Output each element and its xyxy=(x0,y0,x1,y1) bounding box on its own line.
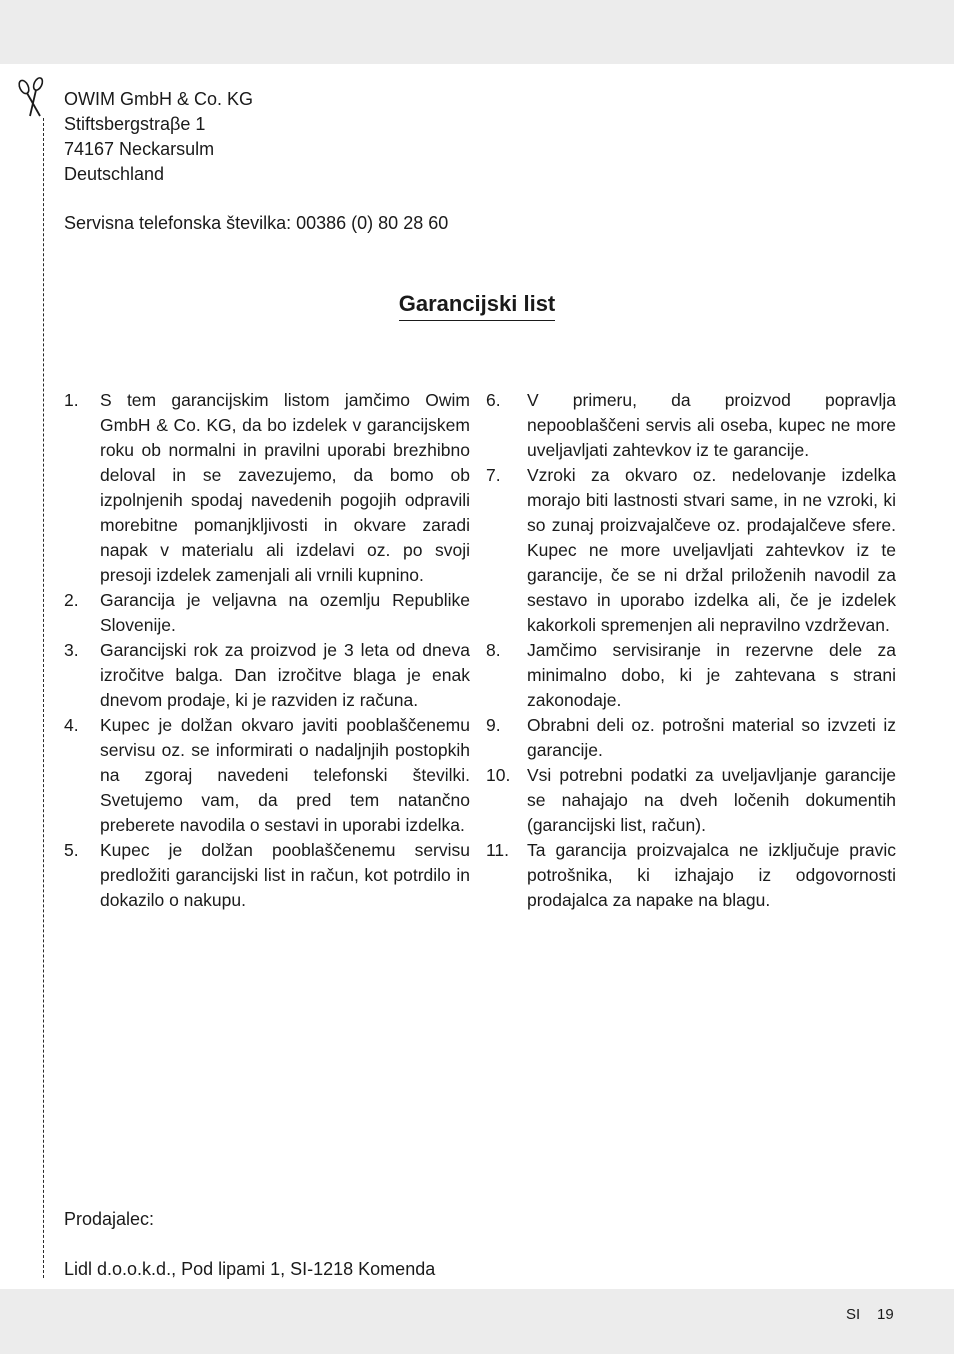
list-item xyxy=(64,588,470,638)
item-number: 1. xyxy=(64,390,79,410)
item-number: 2. xyxy=(64,590,79,610)
scissors-icon xyxy=(16,76,48,118)
page-header-band xyxy=(0,0,954,64)
list-item xyxy=(486,388,896,463)
list-item xyxy=(486,638,896,713)
company-name: OWIM GmbH & Co. KG xyxy=(64,89,254,109)
item-number: 8. xyxy=(486,640,501,660)
item-number: 3. xyxy=(64,640,79,660)
service-phone: Servisna telefonska številka: 00386 (0) 80 28 60 xyxy=(64,213,449,233)
item-text: V primeru, da proizvod popravlja nepooblaščeni servis ali oseba, kupec ne more uveljavljati zahtevkov iz te garancije. xyxy=(527,390,896,460)
list-item xyxy=(64,838,470,913)
seller-address: Lidl d.o.o.k.d., Pod lipami 1, SI-1218 Komenda xyxy=(64,1259,436,1279)
list-item xyxy=(64,388,470,588)
list-item xyxy=(486,463,896,638)
street: Stiftsbergstraβe 1 xyxy=(64,114,206,134)
list-item xyxy=(486,713,896,763)
item-text: S tem garancijskim listom jamčimo Owim GmbH & Co. KG, da bo izdelek v garancijskem roku ob normalni in pravilni uporabi brezhibno deloval in se zavezujemo, da bomo ob izpolnjenih spodaj navedenih pogojih odpravili morebitne pomanjkljivosti in okvare zaradi napak v materialu ali izdelavi oz. po svoji presoji izdelek zamenjali ali vrnili kupnino. xyxy=(100,390,470,585)
seller-label: Prodajalec: xyxy=(64,1209,155,1229)
item-text: Vzroki za okvaro oz. nedelovanje izdelka morajo biti lastnosti stvari same, in ne vzroki, ki so zunaj proizvajalčeve oz. prodajalčeve sfere. Kupec ne more uveljavljati zahtevkov iz te garancije, če se ni držal priloženih navodil za sestavo in uporabo izdelka ali, če je izdelek kakorkoli spremenjen ali nepravilno vzdrževan. xyxy=(527,465,896,635)
page-footer-band xyxy=(0,1289,954,1354)
country: Deutschland xyxy=(64,164,165,184)
list-item xyxy=(64,638,470,713)
list-item xyxy=(486,763,896,838)
manufacturer-address xyxy=(64,87,253,187)
city: 74167 Neckarsulm xyxy=(64,139,215,159)
footer-language-code: SI xyxy=(846,1306,861,1323)
page-number: 19 xyxy=(877,1306,894,1323)
item-number: 9. xyxy=(486,715,501,735)
item-number: 6. xyxy=(486,390,501,410)
list-item xyxy=(64,713,470,838)
item-text: Jamčimo servisiranje in rezervne dele za minimalno dobo, ki je zahtevana s strani zakonodaje. xyxy=(527,640,896,710)
conditions-list-right xyxy=(486,388,896,913)
list-item xyxy=(486,838,896,913)
document-title: Garancijski list xyxy=(399,289,556,321)
item-number: 11. xyxy=(486,840,510,860)
item-text: Kupec je dolžan pooblaščenemu servisu predložiti garancijski list in račun, kot potrdilo in dokazilo o nakupu. xyxy=(100,840,470,910)
conditions-list-left xyxy=(64,388,470,913)
item-text: Garancija je veljavna na ozemlju Republike Slovenije. xyxy=(100,590,470,635)
item-number: 10. xyxy=(486,765,511,785)
item-text: Kupec je dolžan okvaro javiti pooblaščenemu servisu oz. se informirati o nadaljnjih postopkih na zgoraj navedeni telefonski številki. Svetujemo vam, da pred tem natančno preberete navodila o sestavi in uporabi izdelka. xyxy=(100,715,470,835)
item-number: 4. xyxy=(64,715,79,735)
item-text: Garancijski rok za proizvod je 3 leta od dneva izročitve balga. Dan izročitve blaga je enak dnevom prodaje, ki je razviden iz računa. xyxy=(100,640,470,710)
document-title-wrapper xyxy=(0,282,954,321)
item-text: Vsi potrebni podatki za uveljavljanje garancije se nahajajo na dveh ločenih dokumentih (garancijski list, račun). xyxy=(527,765,896,835)
item-number: 5. xyxy=(64,840,79,860)
item-text: Obrabni deli oz. potrošni material so izvzeti iz garancije. xyxy=(527,715,896,760)
item-text: Ta garancija proizvajalca ne izključuje pravic potrošnika, ki izhajajo iz odgovornosti prodajalca za napake na blagu. xyxy=(527,840,896,910)
item-number: 7. xyxy=(486,465,501,485)
